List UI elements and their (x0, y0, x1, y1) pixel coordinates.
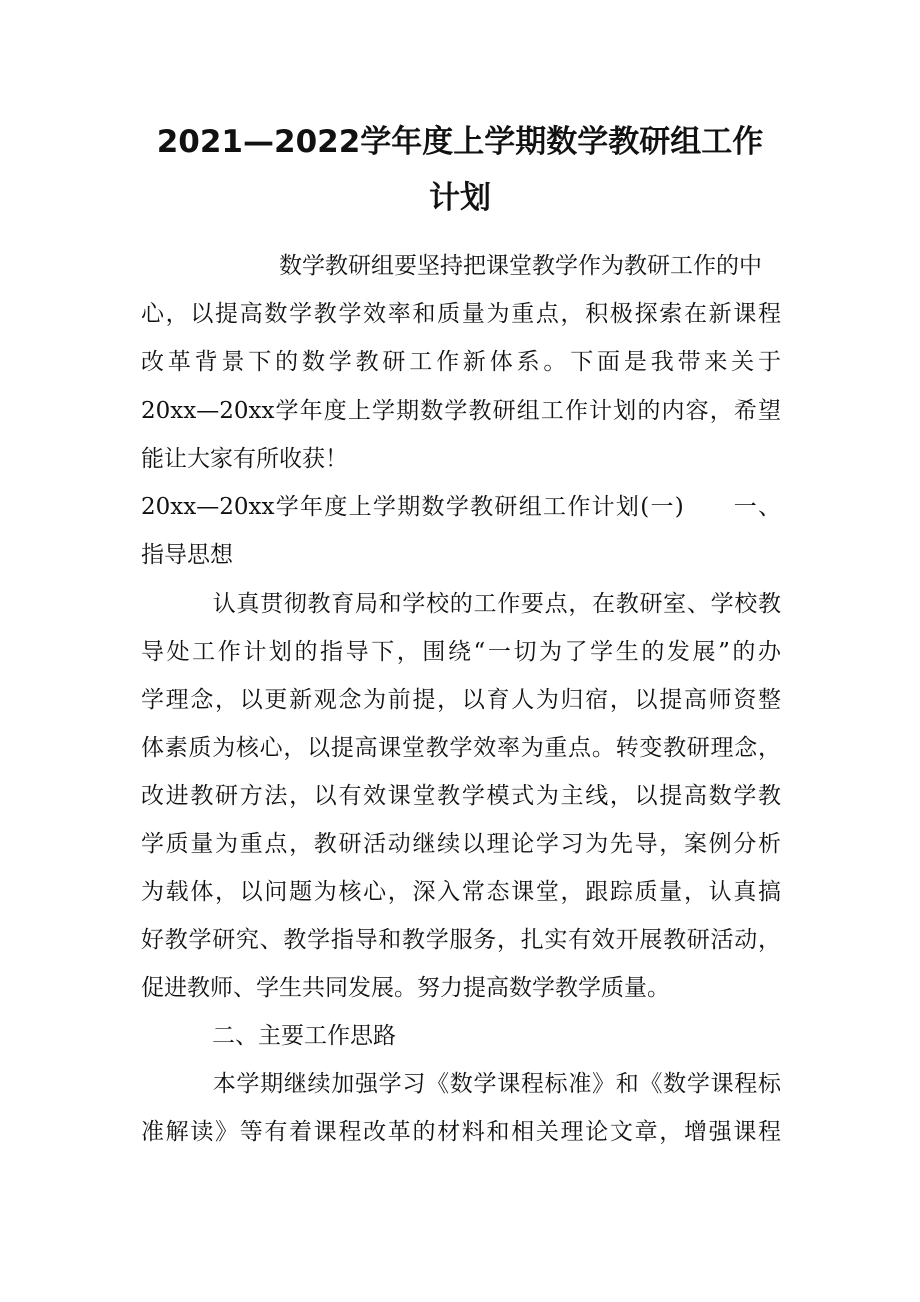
paragraph-line: 准解读》等有着课程改革的材料和相关理论文章，增强课程 (141, 1119, 781, 1145)
section-heading-line: 二、主要工作思路 (189, 1023, 396, 1049)
section-heading-line: 指导思想 (141, 542, 233, 568)
section-heading-line: 20xx—20xx学年度上学期数学教研组工作计划(一) 一、 (141, 494, 781, 520)
paragraph-line: 认真贯彻教育局和学校的工作要点，在教研室、学校教 (189, 591, 781, 617)
document-title-line-2: 计划 (429, 180, 491, 216)
paragraph-line: 20xx—20xx学年度上学期数学教研组工作计划的内容，希望 (141, 398, 781, 424)
paragraph-line: 促进教师、学生共同发展。努力提高数学教学质量。 (141, 975, 670, 1001)
document-title-line-1: 2021—2022学年度上学期数学教研组工作 (156, 124, 764, 160)
paragraph-line: 学理念，以更新观念为前提，以育人为归宿，以提高师资整 (141, 687, 781, 713)
paragraph-line: 本学期继续加强学习《数学课程标准》和《数学课程标 (189, 1071, 781, 1097)
paragraph-line: 改进教研方法，以有效课堂教学模式为主线，以提高数学教 (141, 783, 781, 809)
paragraph-line: 学质量为重点，教研活动继续以理论学习为先导，案例分析 (141, 831, 781, 857)
paragraph-line: 改革背景下的数学教研工作新体系。下面是我带来关于 (141, 349, 781, 375)
paragraph-line: 心，以提高数学教学效率和质量为重点，积极探索在新课程 (141, 301, 781, 327)
paragraph-line: 好教学研究、教学指导和教学服务，扎实有效开展教研活动， (141, 927, 781, 953)
paragraph-line: 导处工作计划的指导下，围绕“一切为了学生的发展”的办 (141, 639, 781, 665)
paragraph-line: 能让大家有所收获！ (141, 446, 348, 472)
paragraph-line: 数学教研组要坚持把课堂教学作为教研工作的中 (233, 253, 762, 279)
paragraph-line: 体素质为核心，以提高课堂教学效率为重点。转变教研理念， (141, 735, 781, 761)
paragraph-line: 为载体，以问题为核心，深入常态课堂，跟踪质量，认真搞 (141, 879, 781, 905)
